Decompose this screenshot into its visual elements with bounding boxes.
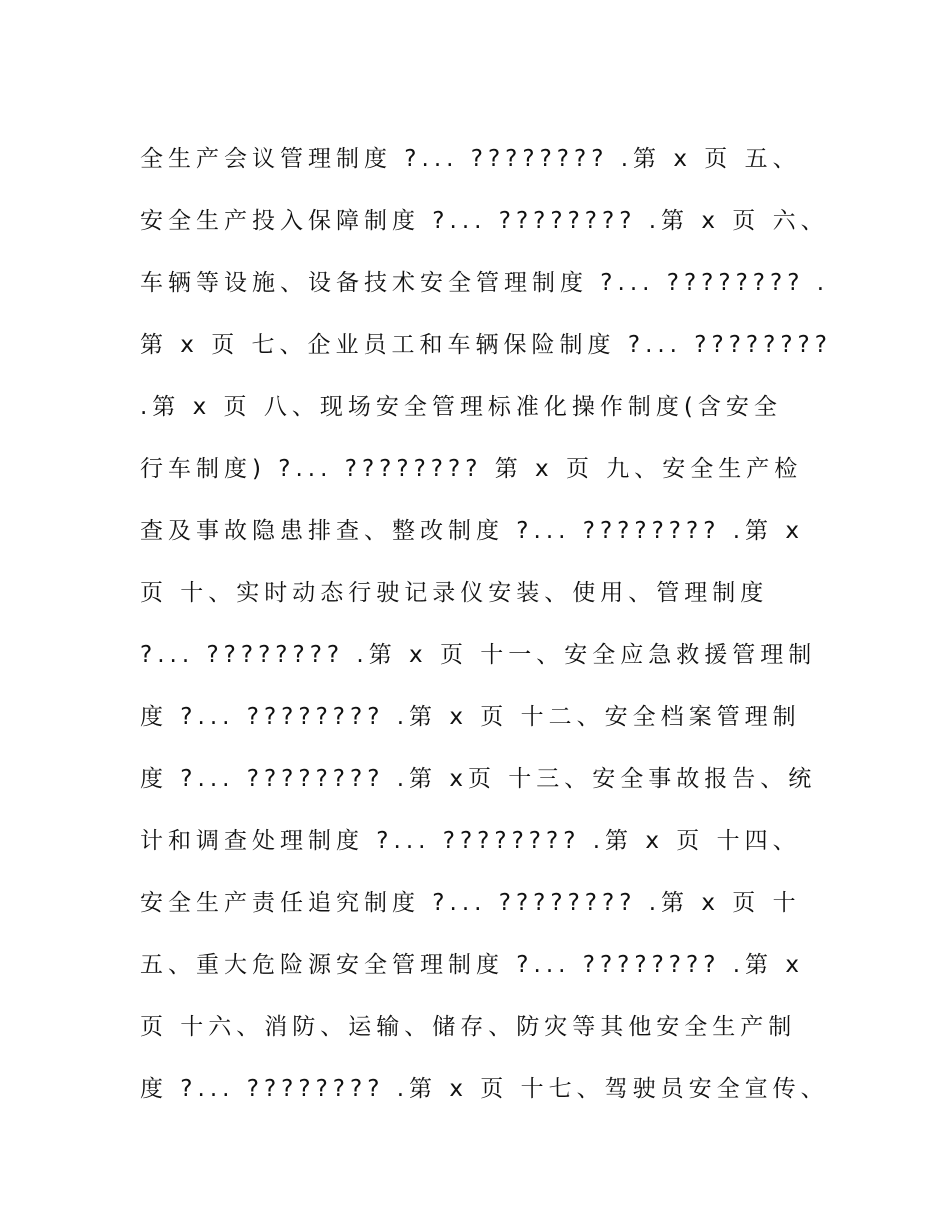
toc-line: ?... ???????? .第 x 页 十一、安全应急救援管理制 <box>140 642 817 668</box>
toc-line: 度 ?... ???????? .第 x页 十三、安全事故报告、统 <box>140 766 817 792</box>
toc-line: 五、重大危险源安全管理制度 ?... ???????? .第 x <box>140 952 804 978</box>
toc-line: 度 ?... ???????? .第 x 页 十二、安全档案管理制 <box>140 704 801 730</box>
toc-line: 安全生产投入保障制度 ?... ???????? .第 x 页 六、 <box>140 208 829 234</box>
toc-line: 页 十六、消防、运输、储存、防灾等其他安全生产制 <box>140 1014 797 1040</box>
toc-line: 全生产会议管理制度 ?... ???????? .第 x 页 五、 <box>140 146 801 172</box>
toc-line: 度 ?... ???????? .第 x 页 十七、驾驶员安全宣传、 <box>140 1076 829 1102</box>
toc-line: 页 十、实时动态行驶记录仪安装、使用、管理制度 <box>140 580 769 606</box>
toc-line: 车辆等设施、设备技术安全管理制度 ?... ???????? . <box>140 270 830 296</box>
toc-line: 安全生产责任追究制度 ?... ???????? .第 x 页 十 <box>140 890 801 916</box>
toc-line: 查及事故隐患排查、整改制度 ?... ???????? .第 x <box>140 518 804 544</box>
toc-line: .第 x 页 八、现场安全管理标准化操作制度(含安全 <box>140 394 782 420</box>
toc-line: 行车制度) ?... ???????? 第 x 页 九、安全生产检 <box>140 456 803 482</box>
toc-line: 计和调查处理制度 ?... ???????? .第 x 页 十四、 <box>140 828 801 854</box>
toc-line: 第 x 页 七、企业员工和车辆保险制度 ?... ???????? <box>140 332 832 358</box>
